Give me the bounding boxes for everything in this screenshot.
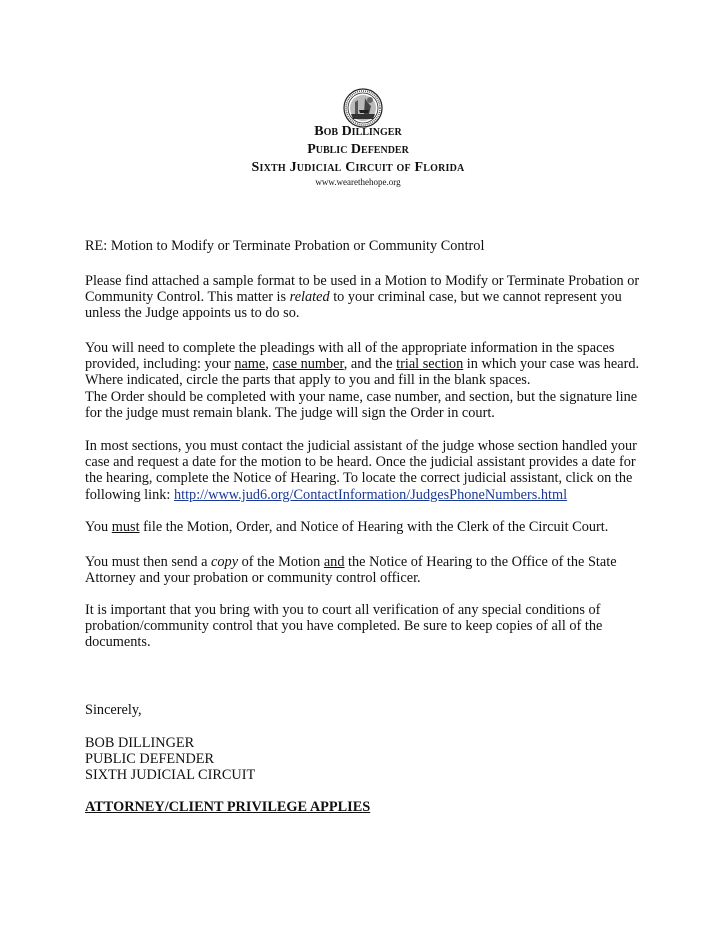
paragraph-verification: It is important that you bring with you to court all verification of any special conditions of probation/community control that you have completed. Be sure to keep copies of all of the documents.: [85, 602, 603, 651]
paragraph-order: The Order should be completed with your name, case number, and section, but the signature line for the judge must remain blank. The judge will sign the Order in court.: [85, 388, 638, 421]
paragraph-judicial-assistant: In most sections, you must contact the judicial assistant of the judge whose section handled your case and request a date for the motion to be heard. Once the judicial assistant provides a date for the hearing, complete the Notice of Hearing. To locate the correct judicial assistant, click on the following link: http://www.jud6.org/ContactInformation/JudgesPhoneNumbers.html: [85, 438, 637, 503]
signature-title: PUBLIC DEFENDER: [85, 751, 215, 768]
signature-block: [85, 735, 645, 784]
emphasis-related: related: [289, 289, 330, 306]
letterhead-name: Bob Dillinger: [314, 124, 402, 139]
underlined-must: must: [111, 519, 140, 535]
emphasis-copy: copy: [211, 554, 239, 570]
judges-phone-numbers-link[interactable]: http://www.jud6.org/ContactInformation/JudgesPhoneNumbers.html: [173, 486, 568, 503]
underlined-and: and: [323, 554, 345, 570]
paragraph-file-motion: You must file the Motion, Order, and Notice of Hearing with the Clerk of the Circuit Court.: [85, 519, 609, 535]
signature-circuit: SIXTH JUDICIAL CIRCUIT: [85, 767, 256, 784]
underlined-name: name: [234, 356, 266, 373]
underlined-case-number: case number: [272, 356, 344, 373]
letterhead-title: Public Defender: [307, 142, 409, 157]
letterhead-website: www.wearethehope.org: [315, 177, 401, 187]
letterhead-circuit: Sixth Judicial Circuit of Florida: [251, 160, 465, 175]
paragraph-pleadings: You will need to complete the pleadings with all of the appropriate information in the spaces provided, including: your name, case number, and the trial section in which your case was heard. Where indicated, circle the parts that apply to you and fill in the blank spaces. The Order should be completed with your name, case number, and section, but the signature line for the judge must remain blank. The judge will sign the Order in court.: [85, 340, 645, 421]
re-line: RE: Motion to Modify or Terminate Probation or Community Control: [85, 238, 485, 254]
underlined-trial-section: trial section: [396, 356, 464, 373]
paragraph-intro: Please find attached a sample format to be used in a Motion to Modify or Terminate Probation or Community Control. This matter is related to your criminal case, but we cannot represent you unless the Judge appoints us to do so.: [85, 273, 640, 322]
florida-seal-icon: [343, 88, 383, 128]
paragraph-send-copy: You must then send a copy of the Motion and the Notice of Hearing to the Office of the State Attorney and your probation or community control officer.: [85, 554, 617, 587]
signature-name: BOB DILLINGER: [85, 735, 195, 751]
privilege-notice: ATTORNEY/CLIENT PRIVILEGE APPLIES: [85, 799, 371, 815]
closing: Sincerely,: [85, 702, 142, 718]
